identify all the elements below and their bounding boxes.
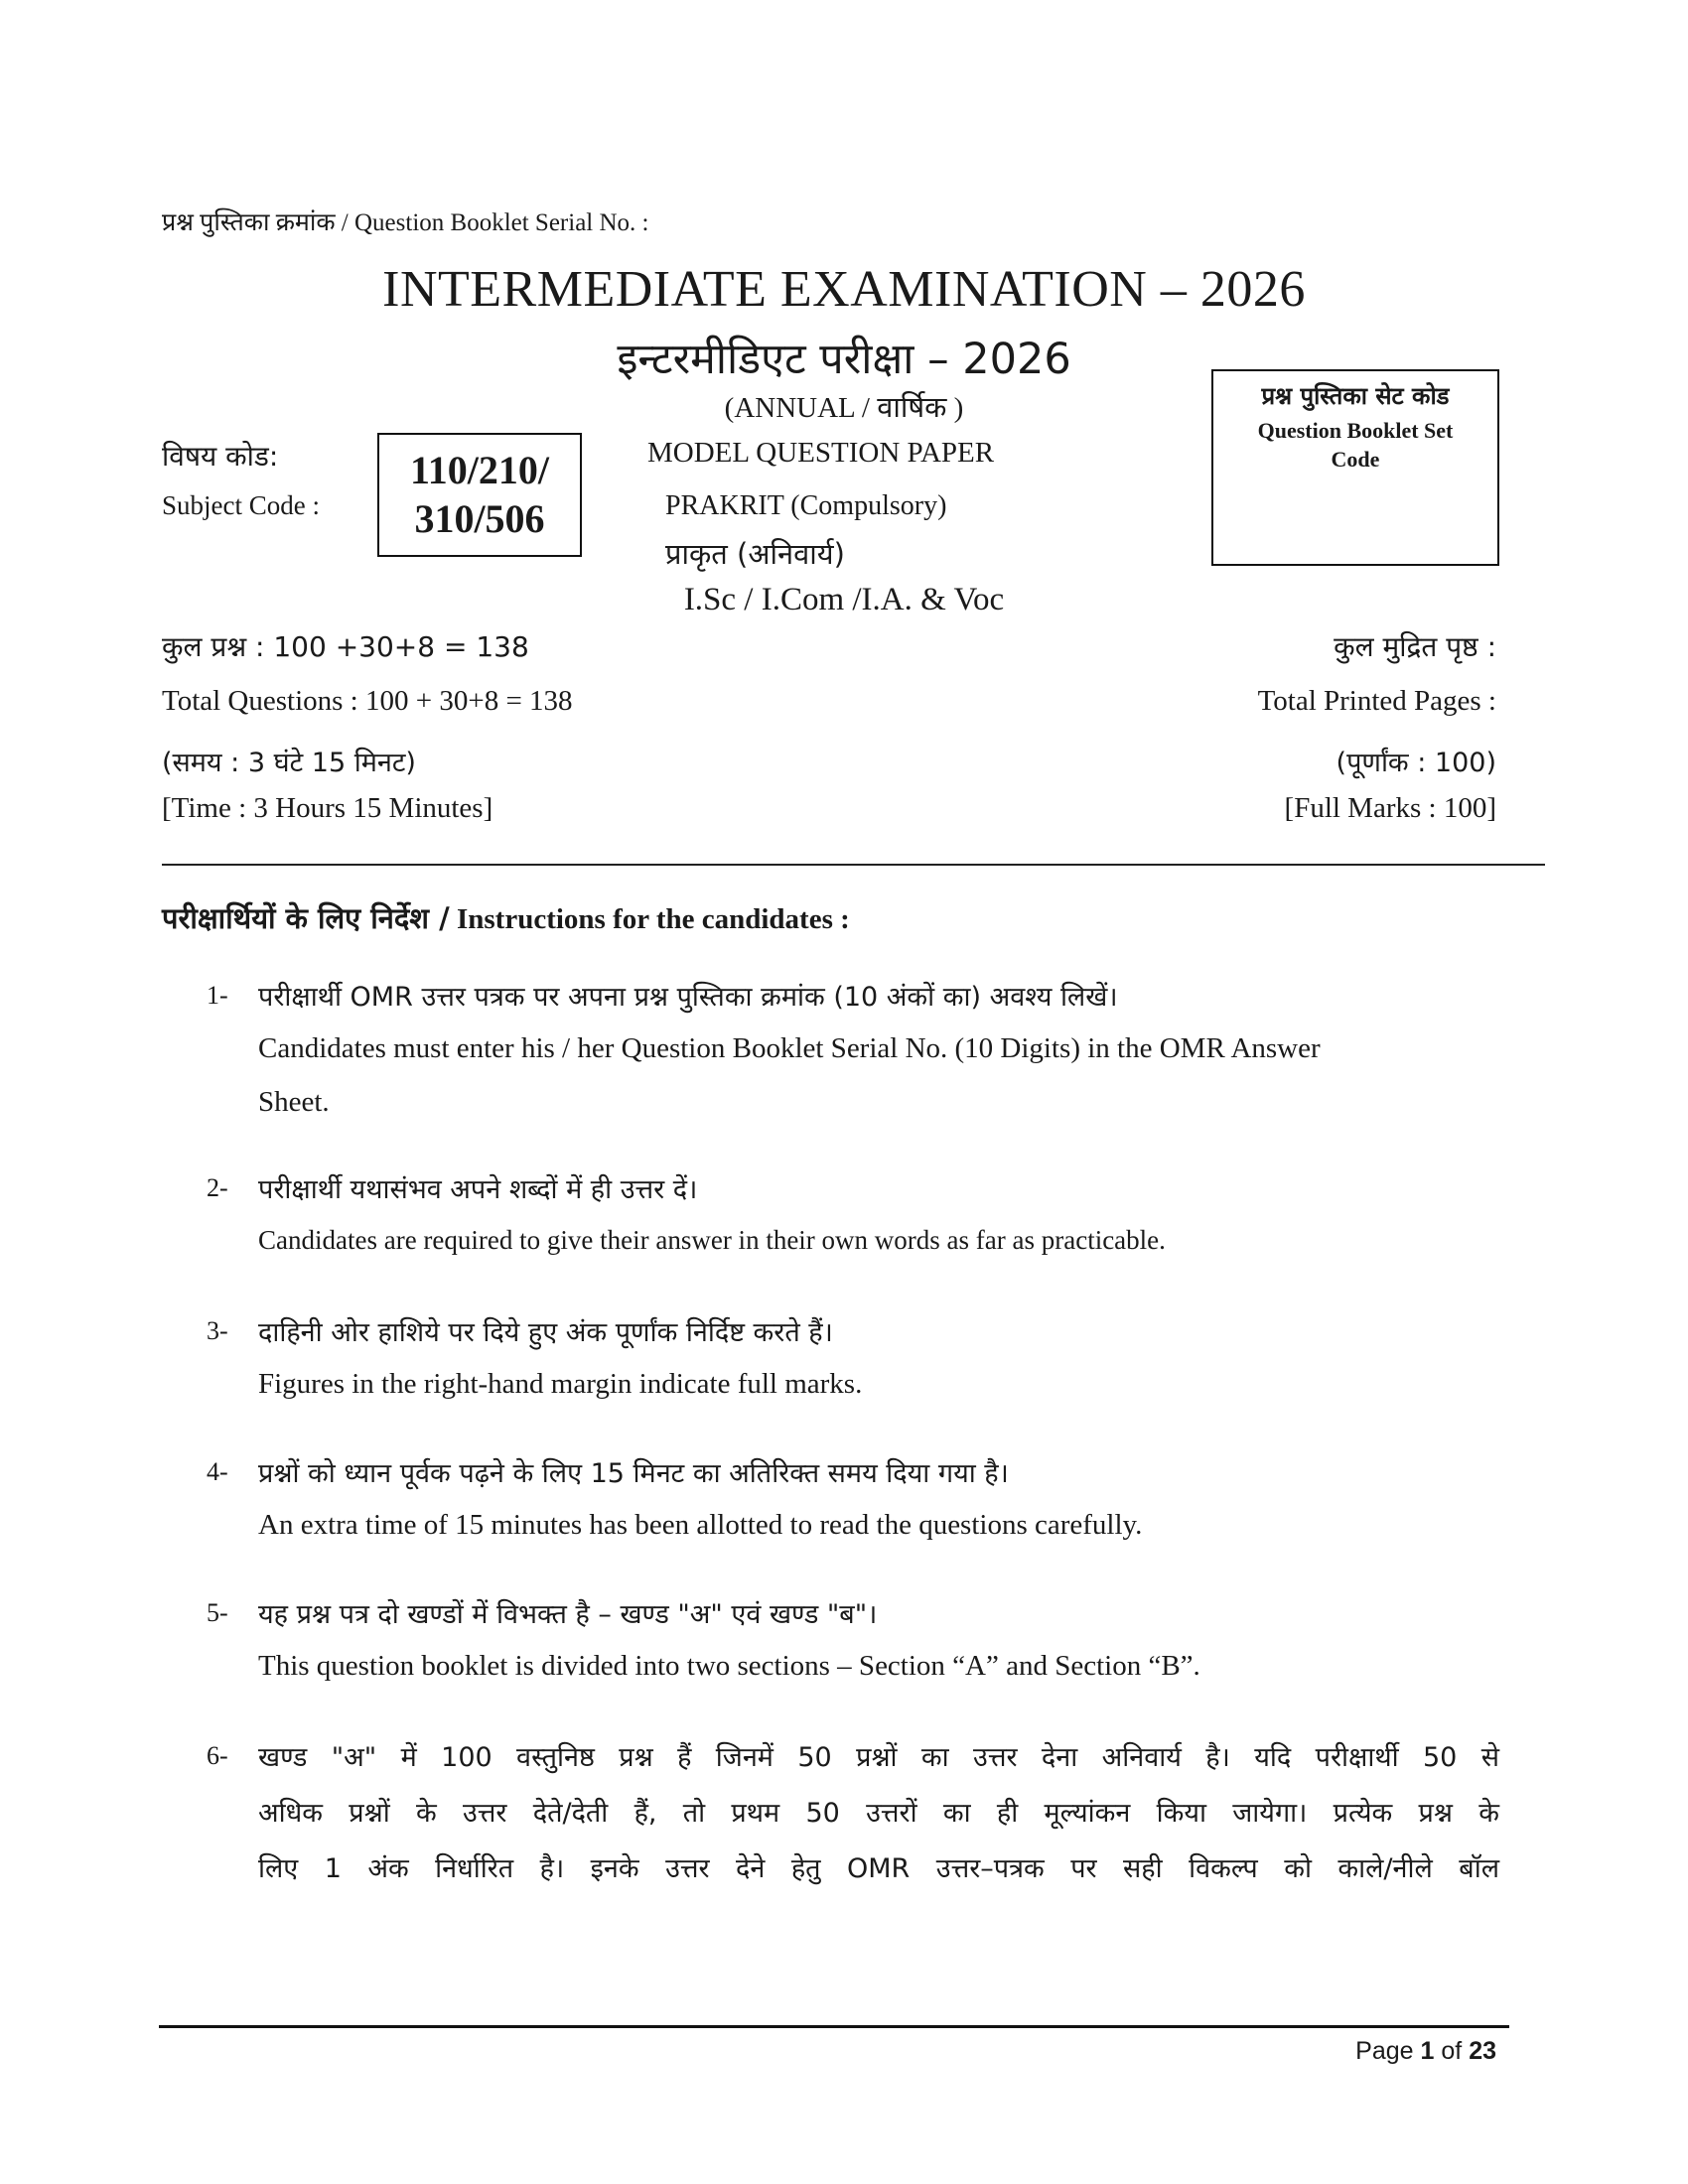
booklet-set-code-box xyxy=(1211,369,1499,566)
instruction-text-english: Candidates must enter his / her Question Booklet Serial No. (10 Digits) in the OMR Answer xyxy=(258,1032,1321,1064)
header-divider xyxy=(162,864,1545,866)
exam-title-english: INTERMEDIATE EXAMINATION – 2026 xyxy=(382,261,1306,318)
exam-title-hindi: इन्टरमीडिएट परीक्षा – 2026 xyxy=(617,335,1071,384)
instruction-text-english: An extra time of 15 minutes has been allotted to read the questions carefully. xyxy=(258,1509,1143,1541)
subject-name-hindi: प्राकृत (अनिवार्य) xyxy=(665,537,845,571)
set-code-label-english: Question Booklet Set Code xyxy=(1257,418,1454,472)
full-marks-hindi: (पूर्णांक : 100) xyxy=(1336,748,1496,778)
annual-label: (ANNUAL / वार्षिक ) xyxy=(724,392,964,424)
subject-name-english: PRAKRIT (Compulsory) xyxy=(665,490,947,521)
instruction-text-english: Figures in the right-hand margin indicate full marks. xyxy=(258,1368,863,1400)
set-code-label-hindi: प्रश्न पुस्तिका सेट कोड xyxy=(1261,382,1450,410)
instructions-heading-english: Instructions for the candidates : xyxy=(456,903,850,935)
subject-code-label-english: Subject Code : xyxy=(162,490,320,520)
model-paper-label: MODEL QUESTION PAPER xyxy=(647,437,995,469)
subject-code-box xyxy=(377,433,582,557)
instruction-text-hindi: परीक्षार्थी OMR उत्तर पत्रक पर अपना प्रश्न पुस्तिका क्रमांक (10 अंकों का) अवश्य लिखें। xyxy=(258,982,1118,1013)
instruction-number: 3- xyxy=(207,1316,228,1345)
total-questions-hindi: कुल प्रश्न : 100 +30+8 = 138 xyxy=(162,630,529,663)
instructions-heading xyxy=(162,898,850,937)
time-english: [Time : 3 Hours 15 Minutes] xyxy=(162,792,493,824)
instruction-number: 5- xyxy=(207,1598,228,1627)
instruction-text-english-continued: Sheet. xyxy=(258,1086,330,1118)
instruction-text-hindi: दाहिनी ओर हाशिये पर दिये हुए अंक पूर्णांक निर्दिष्ट करते हैं। xyxy=(258,1317,833,1348)
page-number xyxy=(1355,2037,1496,2066)
instruction-number: 1- xyxy=(207,981,228,1010)
instruction-number: 6- xyxy=(207,1741,228,1770)
instruction-number: 2- xyxy=(207,1173,228,1202)
streams-label: I.Sc / I.Com /I.A. & Voc xyxy=(683,582,1005,617)
printed-pages-english: Total Printed Pages : xyxy=(1257,685,1496,717)
footer-divider xyxy=(159,2025,1509,2028)
subject-code-line-1: 110/210/ xyxy=(409,447,550,492)
instructions-heading-hindi: परीक्षार्थियों के लिए निर्देश / xyxy=(162,901,450,935)
page-of: of xyxy=(1441,2037,1463,2065)
page-current: 1 xyxy=(1420,2037,1435,2065)
instruction-text-english: Candidates are required to give their answer in their own words as far as practicable. xyxy=(258,1225,1166,1255)
instruction-text-hindi-line-2: अधिक प्रश्नों के उत्तर देते/देती हैं, तो प्रथम 50 उत्तरों का ही मूल्यांकन किया जायेगा। प्रत्येक प्रश्न के xyxy=(258,1798,1499,1829)
printed-pages-hindi: कुल मुद्रित पृष्ठ : xyxy=(1334,630,1496,663)
subject-code-line-2: 310/506 xyxy=(414,495,545,541)
full-marks-english: [Full Marks : 100] xyxy=(1284,792,1496,824)
page-total: 23 xyxy=(1469,2037,1496,2065)
subject-code-label-hindi: विषय कोड: xyxy=(162,440,279,473)
instruction-number: 4- xyxy=(207,1457,228,1486)
instruction-text-hindi: परीक्षार्थी यथासंभव अपने शब्दों में ही उत्तर दें। xyxy=(258,1174,698,1205)
booklet-serial-label: प्रश्न पुस्तिका क्रमांक / Question Booklet Serial No. : xyxy=(162,209,649,236)
instruction-text-hindi-line-1: खण्ड "अ" में 100 वस्तुनिष्ठ प्रश्न हैं जिनमें 50 प्रश्नों का उत्तर देना अनिवार्य है। यदि परीक्षार्थी 50 से xyxy=(258,1742,1499,1773)
time-hindi: (समय : 3 घंटे 15 मिनट) xyxy=(162,748,416,778)
page-prefix: Page xyxy=(1355,2037,1414,2065)
instruction-text-hindi: यह प्रश्न पत्र दो खण्डों में विभक्त है – खण्ड "अ" एवं खण्ड "ब"। xyxy=(258,1599,878,1630)
instruction-text-english: This question booklet is divided into two sections – Section “A” and Section “B”. xyxy=(258,1650,1200,1682)
instruction-text-hindi-line-3: लिए 1 अंक निर्धारित है। इनके उत्तर देने हेतु OMR उत्तर–पत्रक पर सही विकल्प को काले/नीले बॉल xyxy=(258,1853,1499,1884)
total-questions-english: Total Questions : 100 + 30+8 = 138 xyxy=(162,685,573,717)
instruction-text-hindi: प्रश्नों को ध्यान पूर्वक पढ़ने के लिए 15 मिनट का अतिरिक्त समय दिया गया है। xyxy=(258,1458,1009,1489)
